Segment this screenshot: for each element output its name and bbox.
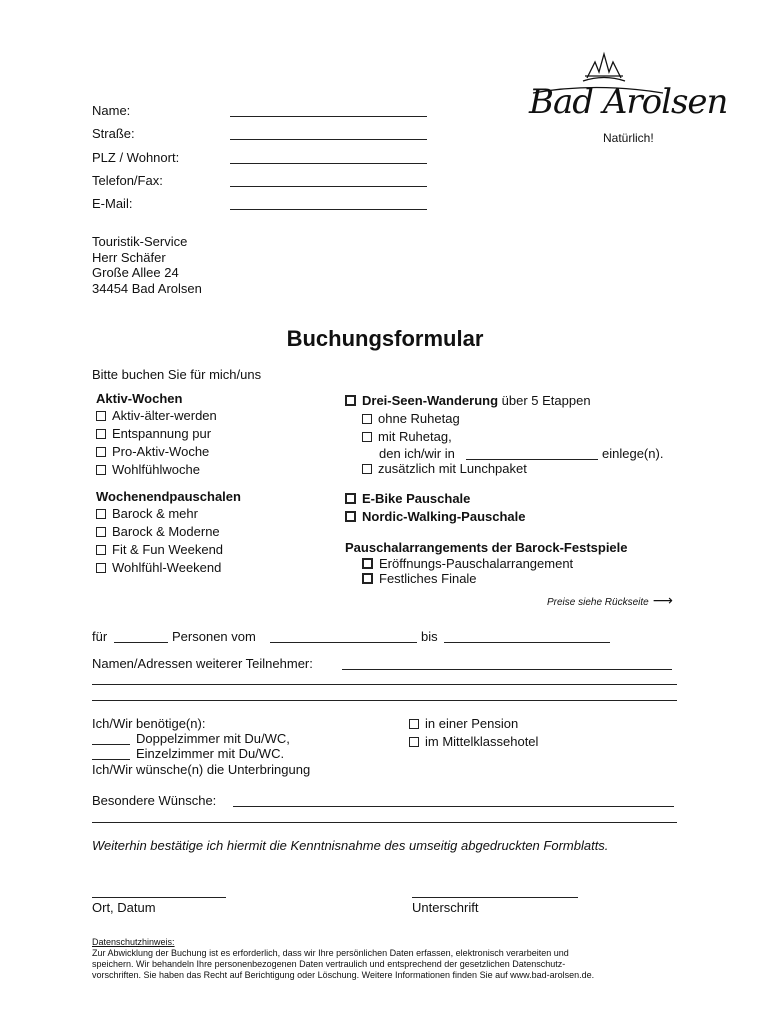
nordic-option[interactable]: Nordic-Walking-Pauschale — [345, 509, 526, 524]
aktiv-option[interactable]: Entspannung pur — [96, 426, 211, 441]
phone-label: Telefon/Fax: — [92, 173, 163, 188]
ruhetag-text-end: einlege(n). — [602, 446, 664, 461]
checkbox-icon[interactable] — [345, 395, 356, 406]
signature-field[interactable] — [412, 897, 578, 898]
checkbox-icon[interactable] — [409, 737, 419, 747]
datenschutz-line: Zur Abwicklung der Buchung ist es erforderlich, dass wir Ihre persönlichen Daten erfassen, elektronisch verarbeiten und — [92, 948, 569, 958]
ez-count-field[interactable] — [92, 759, 130, 760]
benoetige-label: Ich/Wir benötige(n): — [92, 716, 206, 731]
ort-datum-field[interactable] — [92, 897, 226, 898]
street-field[interactable] — [230, 139, 427, 140]
wochenend-option[interactable]: Fit & Fun Weekend — [96, 542, 223, 557]
ruhetag-text: den ich/wir in — [379, 446, 455, 461]
checkbox-icon[interactable] — [96, 545, 106, 555]
phone-field[interactable] — [230, 186, 427, 187]
checkbox-icon[interactable] — [362, 573, 373, 584]
aktiv-option[interactable]: Wohlfühlwoche — [96, 462, 200, 477]
wuensche-label: Ich/Wir wünsche(n) die Unterbringung — [92, 762, 311, 777]
checkbox-icon[interactable] — [362, 414, 372, 424]
checkbox-icon[interactable] — [96, 509, 106, 519]
checkbox-icon[interactable] — [96, 447, 106, 457]
address-line: 34454 Bad Arolsen — [92, 280, 202, 296]
address-line: Große Allee 24 — [92, 265, 179, 280]
signature-label: Unterschrift — [412, 900, 479, 915]
namen-label: Namen/Adressen weiterer Teilnehmer: — [92, 656, 313, 671]
street-label: Straße: — [92, 126, 135, 141]
dz-label: Doppelzimmer mit Du/WC, — [136, 731, 290, 746]
besondere-field[interactable] — [233, 806, 674, 807]
confirmation-text: Weiterhin bestätige ich hiermit die Kenntnisnahme des umseitig abgedruckten Formblatts. — [92, 838, 609, 853]
preise-note: Preise siehe Rückseite ⟶ — [547, 592, 673, 608]
dz-count-field[interactable] — [92, 744, 130, 745]
datenschutz-line: speichern. Wir behandeln Ihre personenbezogenen Daten vertraulich und entsprechend der gesetzlichen Datenschutz- — [92, 959, 566, 969]
ez-label: Einzelzimmer mit Du/WC. — [136, 746, 285, 761]
date-from-field[interactable] — [270, 642, 417, 643]
drei-seen-suboption[interactable]: mit Ruhetag, — [362, 429, 452, 444]
persons-count-field[interactable] — [114, 642, 168, 643]
drei-seen-suboption[interactable]: ohne Ruhetag — [362, 411, 460, 426]
drei-seen-suboption[interactable]: zusätzlich mit Lunchpaket — [362, 461, 527, 476]
name-field[interactable] — [230, 116, 427, 117]
checkbox-icon[interactable] — [409, 719, 419, 729]
intro-text: Bitte buchen Sie für mich/uns — [92, 367, 262, 382]
namen-field-line[interactable] — [92, 700, 677, 701]
aktiv-option[interactable]: Pro-Aktiv-Woche — [96, 444, 209, 459]
page-title: Buchungsformular — [286, 326, 484, 351]
drei-seen-option[interactable]: Drei-Seen-Wanderung über 5 Etappen — [345, 393, 591, 408]
besondere-label: Besondere Wünsche: — [92, 793, 217, 808]
fuer-label: für — [92, 629, 108, 644]
checkbox-icon[interactable] — [345, 511, 356, 522]
checkbox-icon[interactable] — [362, 558, 373, 569]
address-line: Herr Schäfer — [92, 249, 166, 265]
checkbox-icon[interactable] — [362, 432, 372, 442]
name-label: Name: — [92, 103, 131, 118]
bad-arolsen-logo — [525, 48, 728, 148]
email-label: E-Mail: — [92, 196, 133, 211]
wochenend-option[interactable]: Wohlfühl-Weekend — [96, 560, 221, 575]
logo-tagline: Natürlich! — [603, 131, 654, 145]
checkbox-icon[interactable] — [96, 465, 106, 475]
checkbox-icon[interactable] — [96, 527, 106, 537]
arrow-right-icon: ⟶ — [652, 592, 673, 608]
city-label: PLZ / Wohnort: — [92, 150, 180, 165]
ebike-option[interactable]: E-Bike Pauschale — [345, 491, 470, 506]
checkbox-icon[interactable] — [96, 563, 106, 573]
hotel-option[interactable]: im Mittelklassehotel — [409, 734, 538, 749]
checkbox-icon[interactable] — [345, 493, 356, 504]
address-line: Touristik-Service — [92, 234, 188, 249]
ort-datum-label: Ort, Datum — [92, 900, 156, 915]
datenschutz-heading: Datenschutzhinweis: — [92, 937, 175, 947]
recipient-address — [92, 234, 202, 296]
aktiv-option[interactable]: Aktiv-älter-werden — [96, 408, 217, 423]
festspiele-option[interactable]: Eröffnungs-Pauschalarrangement — [362, 556, 573, 571]
festspiele-heading: Pauschalarrangements der Barock-Festspiele — [345, 540, 628, 555]
date-to-field[interactable] — [444, 642, 610, 643]
checkbox-icon[interactable] — [96, 411, 106, 421]
checkbox-icon[interactable] — [362, 464, 372, 474]
namen-field[interactable] — [342, 669, 672, 670]
email-field[interactable] — [230, 209, 427, 210]
datenschutz-line: vorschriften. Sie haben das Recht auf Berichtigung oder Löschung. Weitere Informationen finden Sie auf www.bad-arolsen.de. — [92, 970, 595, 980]
wochenend-heading: Wochenendpauschalen — [96, 489, 241, 504]
aktiv-heading: Aktiv-Wochen — [96, 391, 183, 406]
bis-label: bis — [421, 629, 438, 644]
ruhetag-field[interactable] — [466, 459, 598, 460]
wochenend-option[interactable]: Barock & Moderne — [96, 524, 220, 539]
wochenend-option[interactable]: Barock & mehr — [96, 506, 198, 521]
checkbox-icon[interactable] — [96, 429, 106, 439]
pension-option[interactable]: in einer Pension — [409, 716, 518, 731]
personen-vom-label: Personen vom — [172, 629, 256, 644]
besondere-field-line[interactable] — [92, 822, 677, 823]
logo-name: Bad Arolsen — [529, 82, 728, 122]
namen-field-line[interactable] — [92, 684, 677, 685]
city-field[interactable] — [230, 163, 427, 164]
festspiele-option[interactable]: Festliches Finale — [362, 571, 477, 586]
